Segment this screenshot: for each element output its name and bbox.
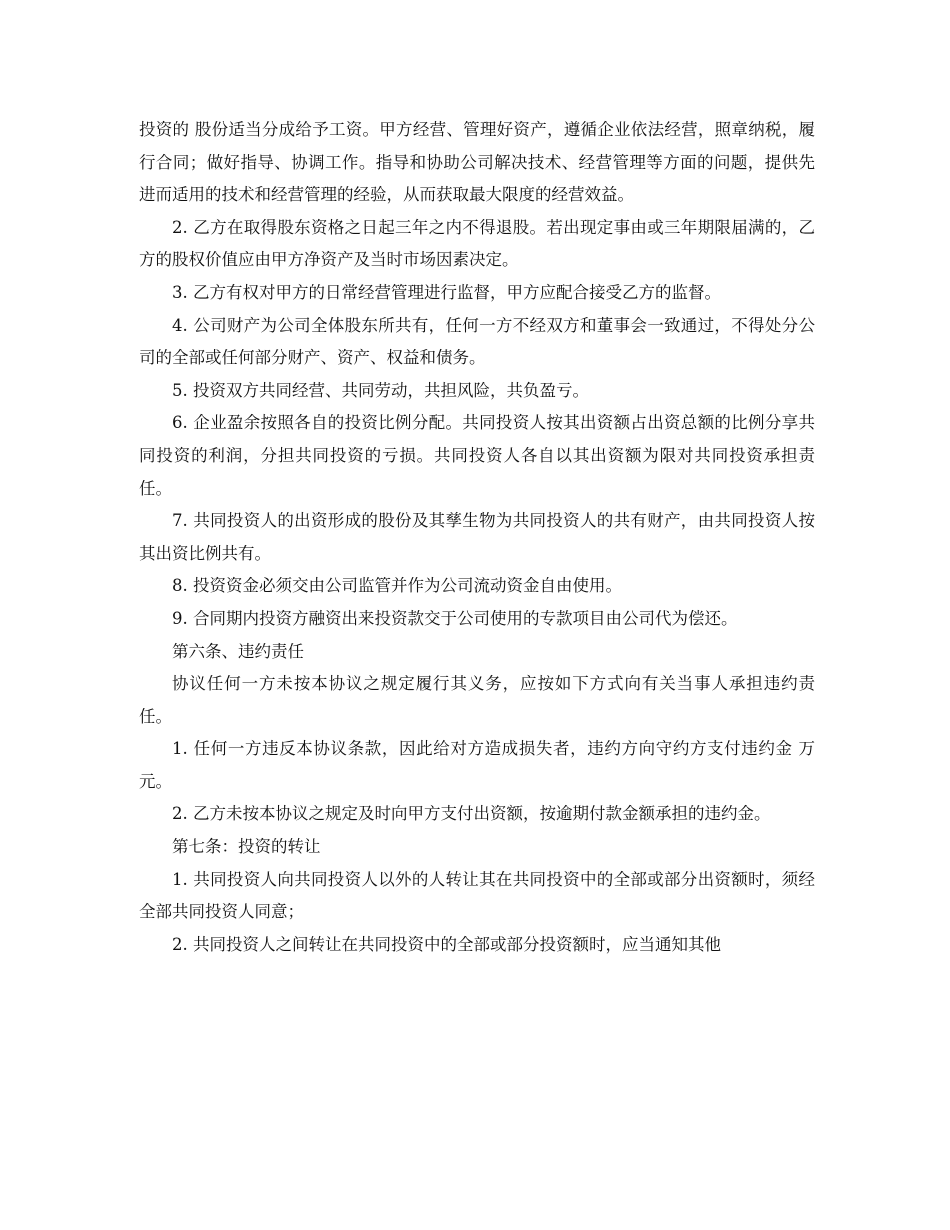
- clause-9-paragraph: 9. 合同期内投资方融资出来投资款交于公司使用的专款项目由公司代为偿还。: [172, 608, 738, 628]
- breach-clause-1-paragraph: 1. 任何一方违反本协议条款，因此给对方造成损失者，违约方向守约方支付违约金 万元。: [139, 739, 815, 791]
- clause-2-paragraph: 2. 乙方在取得股东资格之日起三年之内不得退股。若出现定事由或三年期限届满的，乙方的股权价值应由甲方净资产及当时市场因素决定。: [139, 217, 815, 270]
- paragraph-continuation: 投资的 股份适当分成给予工资。甲方经营、管理好资产，遵循企业依法经营，照章纳税，履行合同；做好指导、协调工作。指导和协助公司解决技术、经营管理等方面的问题，提供先进而适用的技术和经营管理的经验，从而获取最大限度的经营效益。: [139, 120, 815, 205]
- clause-5-paragraph: 5. 投资双方共同经营、共同劳动，共担风险，共负盈亏。: [172, 380, 589, 400]
- breach-clause-2-paragraph: 2. 乙方未按本协议之规定及时向甲方支付出资额，按逾期付款金额承担的违约金。: [172, 804, 771, 824]
- clause-3-paragraph: 3. 乙方有权对甲方的日常经营管理进行监督，甲方应配合接受乙方的监督。: [172, 282, 721, 302]
- clause-7-paragraph: 7. 共同投资人的出资形成的股份及其孳生物为共同投资人的共有财产，由共同投资人按其出资比例共有。: [139, 511, 815, 563]
- clause-8-paragraph: 8. 投资资金必须交由公司监管并作为公司流动资金自由使用。: [172, 576, 622, 596]
- transfer-clause-1-paragraph: 1. 共同投资人向共同投资人以外的人转让其在共同投资中的全部或部分出资额时，须经全部共同投资人同意；: [139, 869, 815, 922]
- section-heading-article-7: 第七条：投资的转让: [172, 837, 321, 857]
- clause-6-paragraph: 6. 企业盈余按照各自的投资比例分配。共同投资人按其出资额占出资总额的比例分享共同投资的利润，分担共同投资的亏损。共同投资人各自以其出资额为限对共同投资承担责任。: [139, 413, 815, 498]
- article-6-intro-paragraph: 协议任何一方未按本协议之规定履行其义务，应按如下方式向有关当事人承担违约责任。: [139, 674, 815, 726]
- section-heading-article-6: 第六条、违约责任: [172, 641, 304, 661]
- document-page: [139, 114, 815, 961]
- clause-4-paragraph: 4. 公司财产为公司全体股东所共有，任何一方不经双方和董事会一致通过，不得处分公司的全部或任何部分财产、资产、权益和债务。: [139, 315, 815, 368]
- transfer-clause-2-paragraph: 2. 共同投资人之间转让在共同投资中的全部或部分投资额时，应当通知其他: [172, 934, 721, 954]
